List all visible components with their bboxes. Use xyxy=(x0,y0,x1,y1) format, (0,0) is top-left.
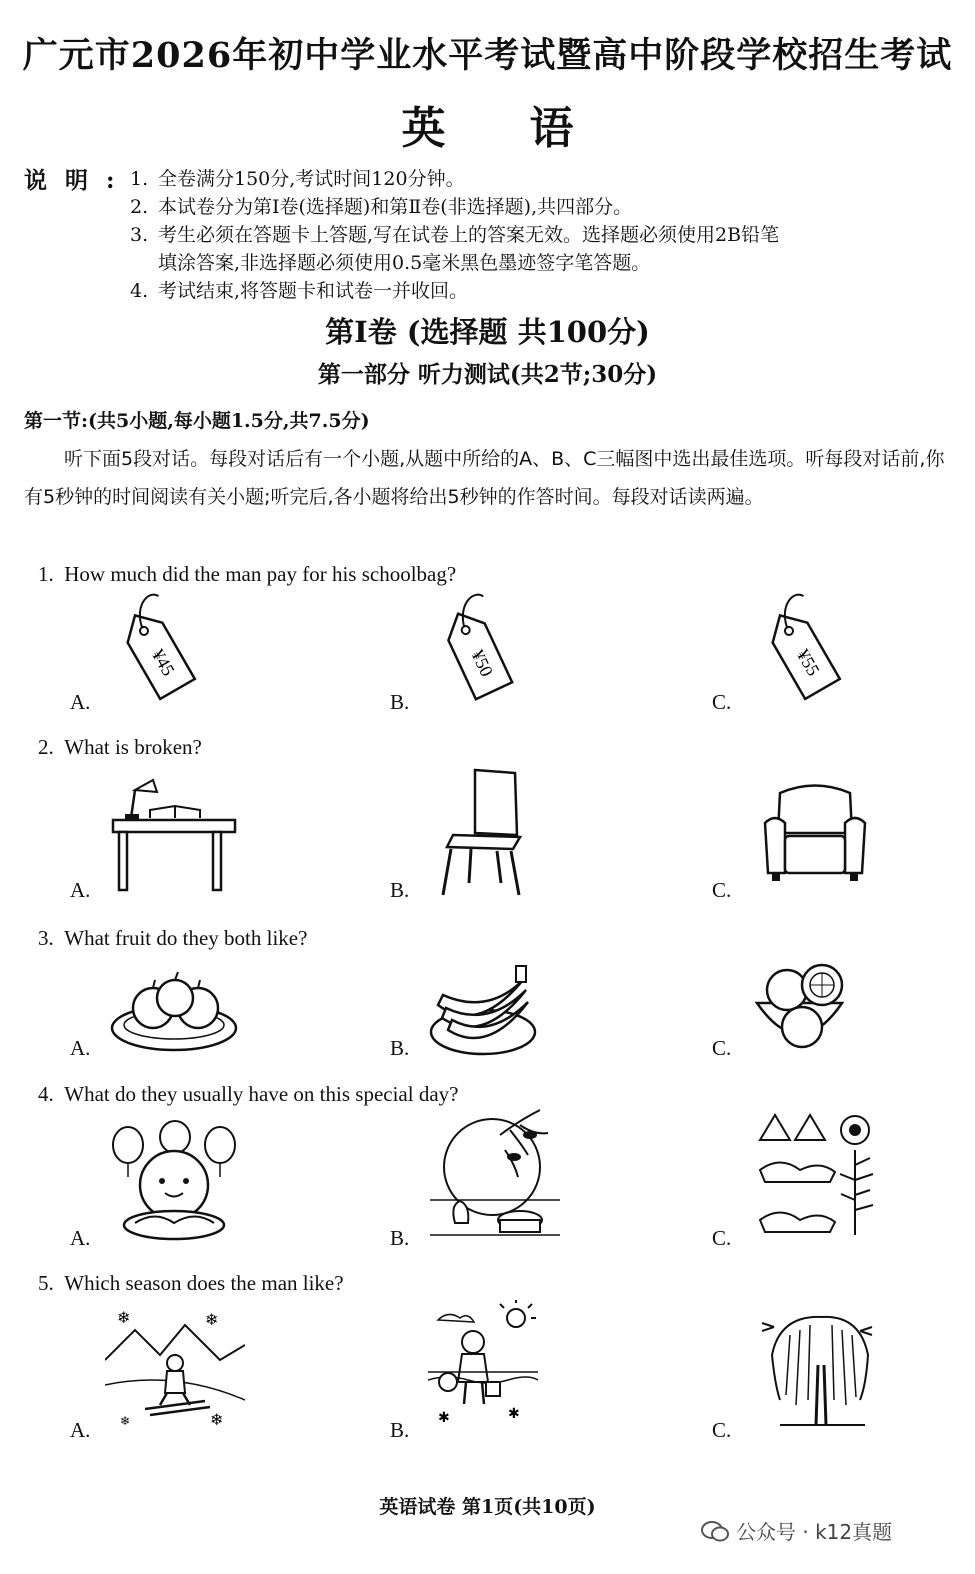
svg-text:❄: ❄ xyxy=(117,1310,131,1327)
option-label: C. xyxy=(712,690,732,714)
price-label: ¥45 xyxy=(147,645,179,680)
question-5: 5. Which season does the man like? xyxy=(38,1271,344,1295)
summer-beach-icon xyxy=(428,1300,538,1430)
notes-label: 说明: xyxy=(24,167,133,194)
section-instructions: 听下面5段对话。每段对话后有一个小题,从题中所给的A、B、C三幅图中选出最佳选项。听每段对话前,你有5秒钟的时间阅读有关小题;听完后,各小题将给出5秒钟的作答时间。每段对话读两遍。 xyxy=(24,448,945,508)
option-label: C. xyxy=(712,878,732,902)
option-label: A. xyxy=(70,690,91,714)
dragon-boat-icon xyxy=(755,1110,880,1240)
option-label: A. xyxy=(70,1036,91,1060)
option-label: A. xyxy=(70,1226,91,1250)
option-label: B. xyxy=(390,878,410,902)
svg-text:❄: ❄ xyxy=(205,1312,219,1329)
oranges-icon xyxy=(752,955,847,1060)
price-label: ¥50 xyxy=(467,646,498,680)
note-item: 3. 考生必须在答题卡上答题,写在试卷上的答案无效。选择题必须使用2B铅笔 xyxy=(130,224,780,246)
lanterns-festival-icon xyxy=(110,1115,240,1245)
watermark-text: 公众号 · k12真题 xyxy=(736,1520,893,1544)
price-tag-icon xyxy=(105,590,205,710)
price-tag-icon xyxy=(425,590,525,710)
part-title: 第一部分 听力测试(共2节;30分) xyxy=(317,361,658,388)
willow-tree-icon xyxy=(760,1305,885,1435)
option-label: C. xyxy=(712,1226,732,1250)
question-1: 1. How much did the man pay for his schoolbag? xyxy=(38,562,457,586)
option-label: A. xyxy=(70,878,91,902)
svg-text:✱: ✱ xyxy=(508,1407,520,1422)
apples-icon xyxy=(108,970,240,1060)
note-item: 4. 考试结束,将答题卡和试卷一并收回。 xyxy=(130,280,469,302)
bananas-icon xyxy=(428,960,538,1060)
note-item: 2. 本试卷分为第Ⅰ卷(选择题)和第Ⅱ卷(非选择题),共四部分。 xyxy=(130,196,633,218)
armchair-icon xyxy=(760,778,870,888)
svg-text:✱: ✱ xyxy=(438,1411,450,1426)
subject-title: 英语 xyxy=(401,103,658,154)
question-2: 2. What is broken? xyxy=(38,735,202,759)
option-label: B. xyxy=(390,690,410,714)
price-tag-icon xyxy=(750,590,850,710)
desk-with-lamp-icon xyxy=(105,770,245,895)
price-label: ¥55 xyxy=(792,645,824,680)
note-item: 填涂答案,非选择题必须使用0.5毫米黑色墨迹签字笔答题。 xyxy=(158,252,651,274)
note-item: 1. 全卷满分150分,考试时间120分钟。 xyxy=(130,168,465,190)
option-label: C. xyxy=(712,1036,732,1060)
wechat-icon xyxy=(700,1519,730,1543)
option-label: B. xyxy=(390,1226,410,1250)
chair-icon xyxy=(435,765,530,900)
option-label: A. xyxy=(70,1418,91,1442)
option-label: C. xyxy=(712,1418,732,1442)
watermark xyxy=(700,1516,892,1545)
exam-title: 广元市2026年初中学业水平考试暨高中阶段学校招生考试 xyxy=(22,35,953,76)
section-title: 第一节:(共5小题,每小题1.5分,共7.5分) xyxy=(24,410,370,432)
volume-title: 第Ⅰ卷 (选择题 共100分) xyxy=(325,315,650,349)
option-label: B. xyxy=(390,1418,410,1442)
svg-text:❄: ❄ xyxy=(210,1412,224,1429)
winter-skiing-icon xyxy=(105,1305,245,1435)
question-3: 3. What fruit do they both like? xyxy=(38,926,308,950)
page-footer: 英语试卷 第1页(共10页) xyxy=(379,1496,596,1518)
question-4: 4. What do they usually have on this special day? xyxy=(38,1082,459,1106)
option-label: B. xyxy=(390,1036,410,1060)
mid-autumn-moon-icon xyxy=(430,1105,560,1245)
svg-text:❄: ❄ xyxy=(120,1414,131,1428)
